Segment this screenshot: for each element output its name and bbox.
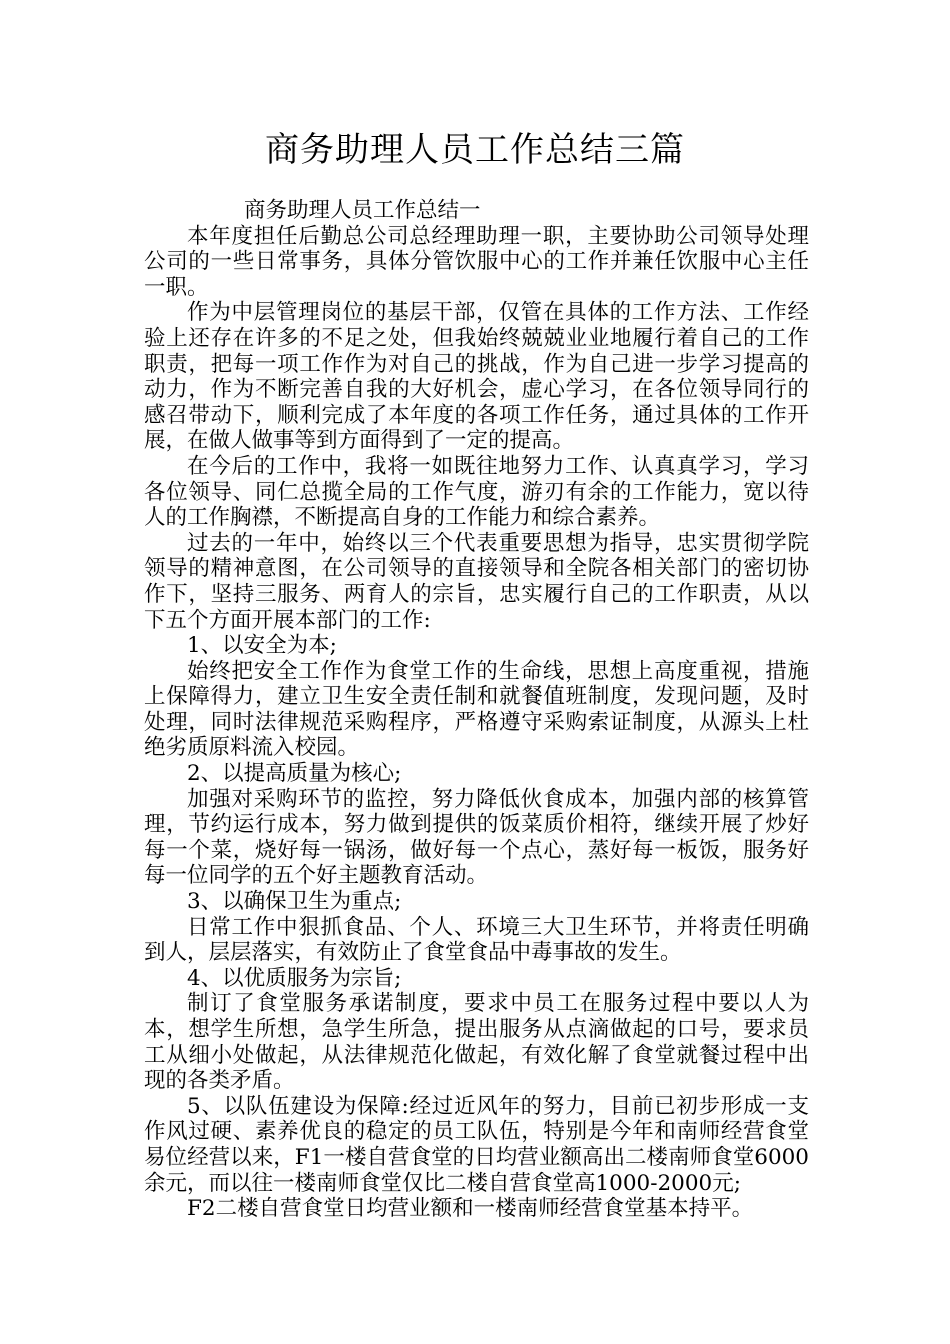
list-heading: 1、以安全为本; [187, 633, 337, 659]
paragraph: 加强对采购环节的监控，努力降低伙食成本，加强内部的核算管理，节约运行成本，努力做到提供的饭菜质价相符，继续开展了炒好每一个菜，烧好每一锅汤，做好每一个点心，蒸好每一板饭，服务好每一位同学的五个好主题教育活动。 [144, 786, 809, 889]
paragraph: 本年度担任后勤总公司总经理助理一职，主要协助公司领导处理公司的一些日常事务，具体分管饮服中心的工作并兼任饮服中心主任一职。 [144, 223, 809, 300]
paragraph: 始终把安全工作作为食堂工作的生命线，思想上高度重视，措施上保障得力，建立卫生安全责任制和就餐值班制度，发现问题，及时处理，同时法律规范采购程序，严格遵守采购索证制度，从源头上杜绝劣质原料流入校园。 [144, 658, 809, 761]
list-heading: 3、以确保卫生为重点; [187, 889, 402, 915]
document-title: 商务助理人员工作总结三篇 [265, 130, 685, 170]
paragraph: 在今后的工作中，我将一如既往地努力工作、认真真学习，学习各位领导、同仁总揽全局的工作气度，游刃有余的工作能力，宽以待人的工作胸襟，不断提高自身的工作能力和综合素养。 [144, 453, 809, 531]
section-subtitle: 商务助理人员工作总结一 [244, 198, 481, 223]
list-heading: 4、以优质服务为宗旨; [187, 965, 402, 991]
paragraph: F2二楼自营食堂日均营业额和一楼南师经营食堂基本持平。 [187, 1196, 754, 1222]
paragraph: 过去的一年中，始终以三个代表重要思想为指导，忠实贯彻学院领导的精神意图，在公司领导的直接领导和全院各相关部门的密切协作下，坚持三服务、两育人的宗旨，忠实履行自己的工作职责，从以下五个方面开展本部门的工作: [144, 530, 809, 633]
paragraph: 作为中层管理岗位的基层干部，仅管在具体的工作方法、工作经验上还存在许多的不足之处，但我始终兢兢业业地履行着自己的工作职责，把每一项工作作为对自己的挑战，作为自己进一步学习提高的动力，作为不断完善自我的大好机会，虚心学习，在各位领导同行的感召带动下，顺利完成了本年度的各项工作任务，通过具体的工作开展，在做人做事等到方面得到了一定的提高。 [144, 300, 809, 454]
paragraph: 制订了食堂服务承诺制度，要求中员工在服务过程中要以人为本，想学生所想，急学生所急，提出服务从点滴做起的口号，要求员工从细小处做起，从法律规范化做起，有效化解了食堂就餐过程中出现的各类矛盾。 [144, 991, 809, 1094]
list-heading: 2、以提高质量为核心; [187, 761, 402, 787]
paragraph: 5、以队伍建设为保障:经过近风年的努力，目前已初步形成一支作风过硬、素养优良的稳定的员工队伍，特别是今年和南师经营食堂易位经营以来，F1一楼自营食堂的日均营业额高出二楼南师食堂6000余元，而以往一楼南师食堂仅比二楼自营食堂高1000-2000元; [144, 1093, 809, 1196]
document-body [144, 198, 809, 1222]
paragraph: 日常工作中狠抓食品、个人、环境三大卫生环节，并将责任明确到人，层层落实，有效防止了食堂食品中毒事故的发生。 [144, 914, 809, 966]
